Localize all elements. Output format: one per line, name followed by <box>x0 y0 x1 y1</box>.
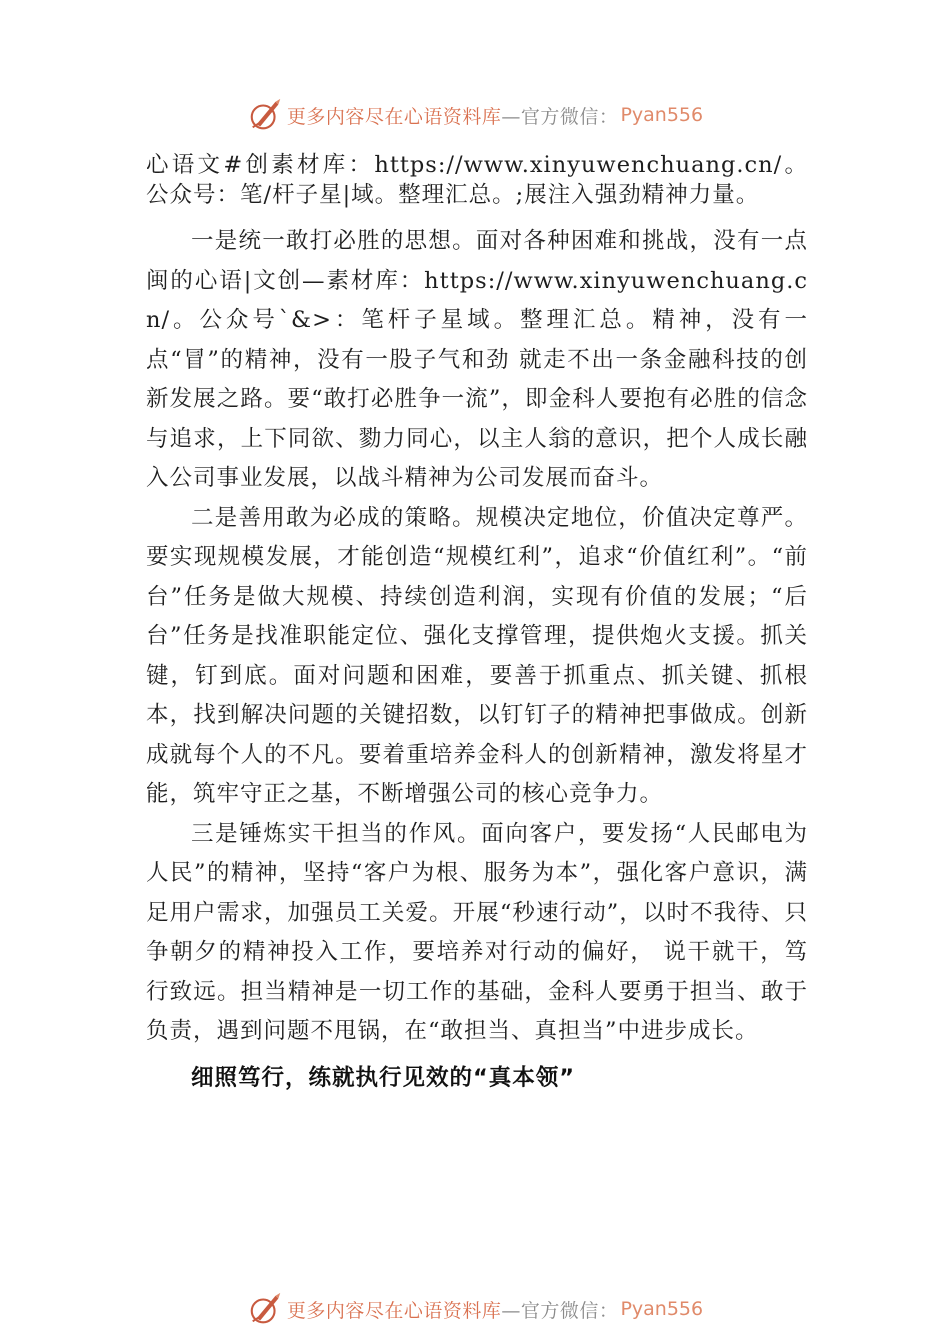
paragraph-1: 一是统一敢打必胜的思想。面对各种困难和挑战，没有一点闽的心语|文创—素材库：https://www.xinyuwenchuang.cn/。公众号`&>：笔杆子星域。整理汇总。精神，没有一点“冒”的精神，没有一股子气和劲 就走不出一条金融科技的创新发展之路。要“敢打必胜争一流”，即金科人要抱有必胜的信念与追求，上下同欲、勠力同心，以主人翁的意识，把个人成长融入公司事业发展，以战斗精神为公司发展而奋斗。 <box>146 228 809 491</box>
banner-title: 更多内容尽在心语资料库 <box>286 105 502 128</box>
banner-wechat-id: Pyan556 <box>620 104 704 126</box>
paragraph-2: 二是善用敢为必成的策略。规模决定地位，价值决定尊严。要实现规模发展，才能创造“规模红利”，追求“价值红利”。“前台”任务是做大规模、持续创造利润，实现有价值的发展；“后台”任务是找准职能定位、强化支撑管理，提供炮火支援。抓关键，钉到底。面对问题和困难，要善于抓重点、抓关键、抓根本，找到解决问题的关键招数，以钉钉子的精神把事做成。创新成就每个人的不凡。要着重培养金科人的创新精神，激发将星才能，筑牢守正之基，不断增强公司的核心竞争力。 <box>146 504 808 807</box>
banner-title: 更多内容尽在心语资料库 <box>286 1299 502 1322</box>
quill-logo-icon <box>247 1290 285 1328</box>
footer-banner <box>0 1287 950 1331</box>
document-body <box>146 150 808 1098</box>
banner-separator: —官方微信： <box>501 1299 619 1322</box>
intro-text: 心语文#创素材库：https://www.xinyuwenchuang.cn/。公众号：笔/杆子星|域。整理汇总。;展注入强劲精神力量。 <box>146 152 808 208</box>
section-heading: 细照笃行，练就执行见效的“真本领” <box>191 1064 576 1091</box>
header-banner <box>0 93 950 137</box>
banner-wechat-id: Pyan556 <box>620 1298 704 1320</box>
paragraph-3: 三是锤炼实干担当的作风。面向客户，要发扬“人民邮电为人民”的精神，坚持“客户为根、服务为本”，强化客户意识，满足用户需求，加强员工关爱。开展“秒速行动”，以时不我待、只争朝夕的精神投入工作，要培养对行动的偏好， 说干就干，笃行致远。担当精神是一切工作的基础，金科人要勇于担当、敢于负责，遇到问题不甩锅，在“敢担当、真担当”中进步成长。 <box>146 820 808 1044</box>
banner-separator: —官方微信： <box>501 105 619 128</box>
quill-logo-icon <box>247 96 285 134</box>
